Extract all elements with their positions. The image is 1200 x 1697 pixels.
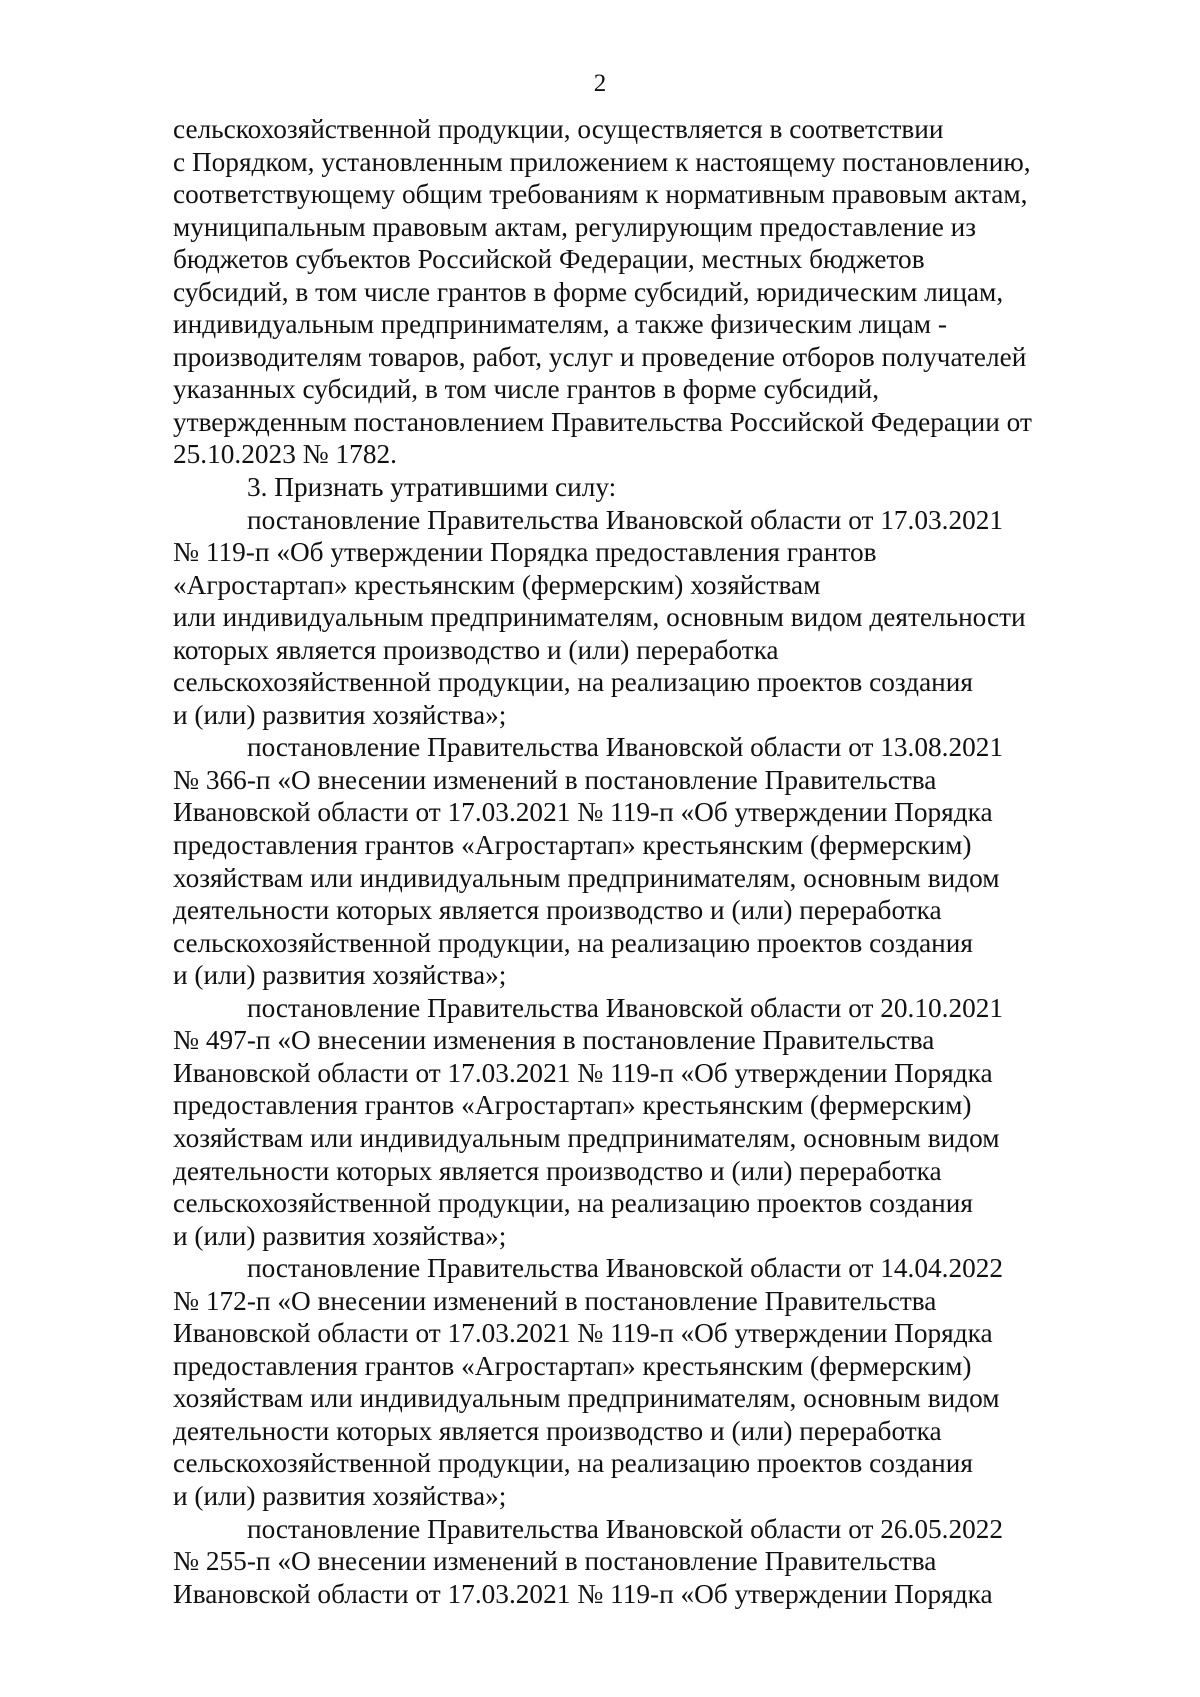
text-line: деятельности которых является производство и (или) переработка	[173, 895, 942, 926]
text-line: № 366-п «О внесении изменений в постановление Правительства	[173, 764, 937, 795]
text-line: предоставления грантов «Агростартап» крестьянским (фермерским)	[173, 1350, 972, 1381]
text-line: Ивановской области от 17.03.2021 № 119-п «Об утверждении Порядка	[173, 1057, 993, 1088]
text-line: и (или) развития хозяйства»;	[173, 699, 507, 730]
paragraph-decree-119	[173, 504, 1078, 732]
text-line: сельскохозяйственной продукции, на реализацию проектов создания	[173, 927, 973, 958]
text-line: 25.10.2023 № 1782.	[173, 439, 397, 470]
paragraph-decree-366	[173, 731, 1078, 991]
text-line: постановление Правительства Ивановской области от 26.05.2022	[247, 1513, 1004, 1544]
text-line: муниципальным правовым актам, регулирующим предоставление из	[173, 211, 977, 242]
text-line: предоставления грантов «Агростартап» крестьянским (фермерским)	[173, 830, 972, 861]
text-line: «Агростартап» крестьянским (фермерским) хозяйствам	[173, 569, 821, 600]
paragraph-continuation	[173, 113, 1078, 471]
text-line: которых является производство и (или) переработка	[173, 634, 779, 665]
text-line: хозяйствам или индивидуальным предпринимателям, основным видом	[173, 1383, 1000, 1414]
text-line: № 119-п «Об утверждении Порядка предоставления грантов	[173, 537, 877, 568]
text-line: хозяйствам или индивидуальным предпринимателям, основным видом	[173, 862, 1000, 893]
text-line: деятельности которых является производство и (или) переработка	[173, 1155, 942, 1186]
text-line: или индивидуальным предпринимателям, основным видом деятельности	[173, 602, 1026, 633]
text-line: деятельности которых является производство и (или) переработка	[173, 1415, 942, 1446]
page-number: 2	[593, 70, 607, 97]
text-line: предоставления грантов «Агростартап» крестьянским (фермерским)	[173, 1090, 972, 1121]
text-line: постановление Правительства Ивановской области от 17.03.2021	[247, 504, 1004, 535]
text-line: Ивановской области от 17.03.2021 № 119-п «Об утверждении Порядка	[173, 1318, 993, 1349]
text-line: 3. Признать утратившими силу:	[247, 472, 617, 503]
text-line: и (или) развития хозяйства»;	[173, 1480, 507, 1511]
text-line: индивидуальным предпринимателям, а также физическим лицам -	[173, 309, 947, 340]
text-line: постановление Правительства Ивановской области от 14.04.2022	[247, 1253, 1004, 1284]
text-line: Ивановской области от 17.03.2021 № 119-п «Об утверждении Порядка	[173, 797, 993, 828]
text-line: № 255-п «О внесении изменений в постановление Правительства	[173, 1546, 937, 1577]
text-line: постановление Правительства Ивановской области от 13.08.2021	[247, 732, 1004, 763]
paragraph-item-3-heading	[173, 471, 1078, 504]
text-line: бюджетов субъектов Российской Федерации, местных бюджетов	[173, 244, 925, 275]
text-line: указанных субсидий, в том числе грантов в форме субсидий,	[173, 374, 880, 405]
text-line: № 172-п «О внесении изменений в постановление Правительства	[173, 1285, 937, 1316]
text-line: соответствующему общим требованиям к нормативным правовым актам,	[173, 179, 1028, 210]
text-line: Ивановской области от 17.03.2021 № 119-п «Об утверждении Порядка	[173, 1578, 993, 1609]
text-line: № 497-п «О внесении изменения в постановление Правительства	[173, 1025, 935, 1056]
document-body	[173, 113, 1078, 1610]
text-line: постановление Правительства Ивановской области от 20.10.2021	[247, 992, 1004, 1023]
paragraph-decree-255	[173, 1513, 1078, 1611]
text-line: с Порядком, установленным приложением к настоящему постановлению,	[173, 146, 1031, 177]
text-line: хозяйствам или индивидуальным предпринимателям, основным видом	[173, 1122, 1000, 1153]
paragraph-decree-497	[173, 992, 1078, 1252]
text-line: сельскохозяйственной продукции, на реализацию проектов создания	[173, 667, 973, 698]
text-line: производителям товаров, работ, услуг и проведение отборов получателей	[173, 341, 1027, 372]
text-line: утвержденным постановлением Правительства Российской Федерации от	[173, 406, 1032, 437]
text-line: сельскохозяйственной продукции, на реализацию проектов создания	[173, 1188, 973, 1219]
text-line: и (или) развития хозяйства»;	[173, 1220, 507, 1251]
text-line: субсидий, в том числе грантов в форме субсидий, юридическим лицам,	[173, 276, 1004, 307]
text-line: и (или) развития хозяйства»;	[173, 960, 507, 991]
paragraph-decree-172	[173, 1252, 1078, 1512]
text-line: сельскохозяйственной продукции, на реализацию проектов создания	[173, 1448, 973, 1479]
text-line: сельскохозяйственной продукции, осуществляется в соответствии	[173, 114, 944, 144]
